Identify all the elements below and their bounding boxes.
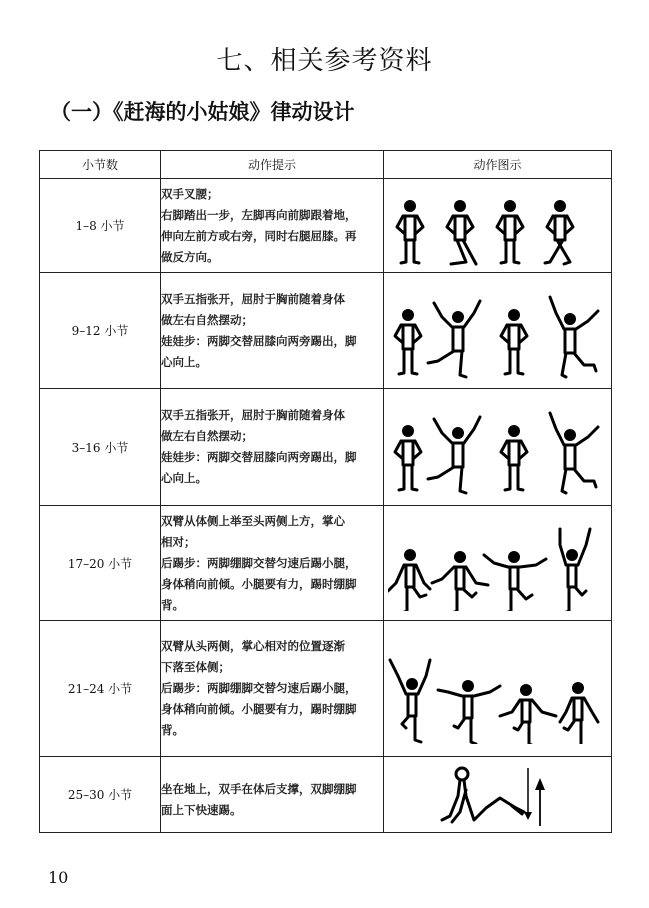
hint-line: 右脚踏出一步，左脚再向前脚跟着地，	[161, 207, 357, 222]
page-number: 10	[48, 868, 69, 887]
page-title: 七、相关参考资料	[216, 46, 433, 76]
figure-cell	[384, 757, 612, 833]
hint-line: 坐在地上，双手在体后支撑，双脚绷脚	[161, 781, 357, 796]
section-title: （一）《赶海的小姑娘》律动设计	[50, 100, 355, 124]
hint-line: 伸向左前方或右旁，同时右腿屈膝。再	[161, 228, 357, 243]
rhythm-design-table	[39, 150, 612, 833]
hint-line: 面上下快速踢。	[161, 802, 242, 817]
hint-line: 相对；	[161, 534, 196, 549]
figure-cell	[384, 389, 612, 506]
hint-line: 双手五指张开，屈肘于胸前随着身体	[161, 408, 345, 422]
hint-cell	[161, 506, 384, 621]
up-arrow-icon	[535, 778, 545, 826]
hint-cell	[161, 621, 384, 757]
figure-cell	[384, 273, 612, 389]
hint-cell	[161, 179, 384, 273]
bars-cell: 21–24 小节	[40, 621, 161, 757]
hint-cell	[161, 273, 384, 389]
hint-line: 背。	[161, 723, 184, 737]
hint-line: 做左右自然摆动；	[161, 312, 253, 327]
hint-line: 做反方向。	[161, 249, 219, 264]
hint-cell	[161, 389, 384, 506]
dance-figures-illustration	[388, 283, 608, 379]
table-row	[40, 273, 612, 389]
hint-line: 双臂从头两侧，掌心相对的位置逐渐	[161, 639, 345, 653]
hint-line: 双手五指张开，屈肘于胸前随着身体	[161, 291, 345, 306]
table-row	[40, 621, 612, 757]
table-header-row	[40, 151, 612, 179]
dance-figures-illustration	[388, 634, 608, 744]
hint-line: 心向上。	[161, 354, 207, 369]
bars-cell: 9–12 小节	[40, 273, 161, 389]
dance-figures-illustration	[388, 184, 608, 268]
hint-line: 双臂从体侧上举至头两侧上方，掌心	[161, 513, 345, 528]
hint-line: 后踢步：两脚绷脚交替匀速后踢小腿，	[161, 555, 357, 570]
hint-line: 心向上。	[161, 471, 207, 485]
dance-figures-illustration	[388, 515, 608, 611]
hint-line: 做左右自然摆动；	[161, 429, 253, 443]
hint-line: 娃娃步：两脚交替屈膝向两旁踢出，脚	[161, 450, 357, 464]
figure-cell	[384, 506, 612, 621]
table-row	[40, 179, 612, 273]
dance-figures-illustration	[388, 399, 608, 495]
table-row	[40, 757, 612, 833]
figure-cell	[384, 621, 612, 757]
bars-cell: 3–16 小节	[40, 389, 161, 506]
hint-cell	[161, 757, 384, 833]
hint-line: 娃娃步：两脚交替屈膝向两旁踢出，脚	[161, 333, 357, 348]
hint-line: 身体稍向前倾。小腿要有力，踢时绷脚	[161, 576, 357, 591]
hint-line: 后踢步：两脚绷脚交替匀速后踢小腿，	[161, 681, 357, 695]
hint-line: 下落至体侧；	[161, 660, 230, 674]
bars-cell: 17–20 小节	[40, 506, 161, 621]
table-row	[40, 506, 612, 621]
figure-cell	[384, 179, 612, 273]
table-row	[40, 389, 612, 506]
seated-kick-illustration	[438, 760, 558, 830]
header-bars: 小节数	[40, 151, 161, 179]
hint-line: 背。	[161, 597, 184, 612]
header-hint: 动作提示	[161, 151, 384, 179]
bars-cell: 25–30 小节	[40, 757, 161, 833]
hint-line: 双手叉腰；	[161, 186, 219, 201]
bars-cell: 1–8 小节	[40, 179, 161, 273]
hint-line: 身体稍向前倾。小腿要有力，踢时绷脚	[161, 702, 357, 716]
header-figure: 动作图示	[384, 151, 612, 179]
